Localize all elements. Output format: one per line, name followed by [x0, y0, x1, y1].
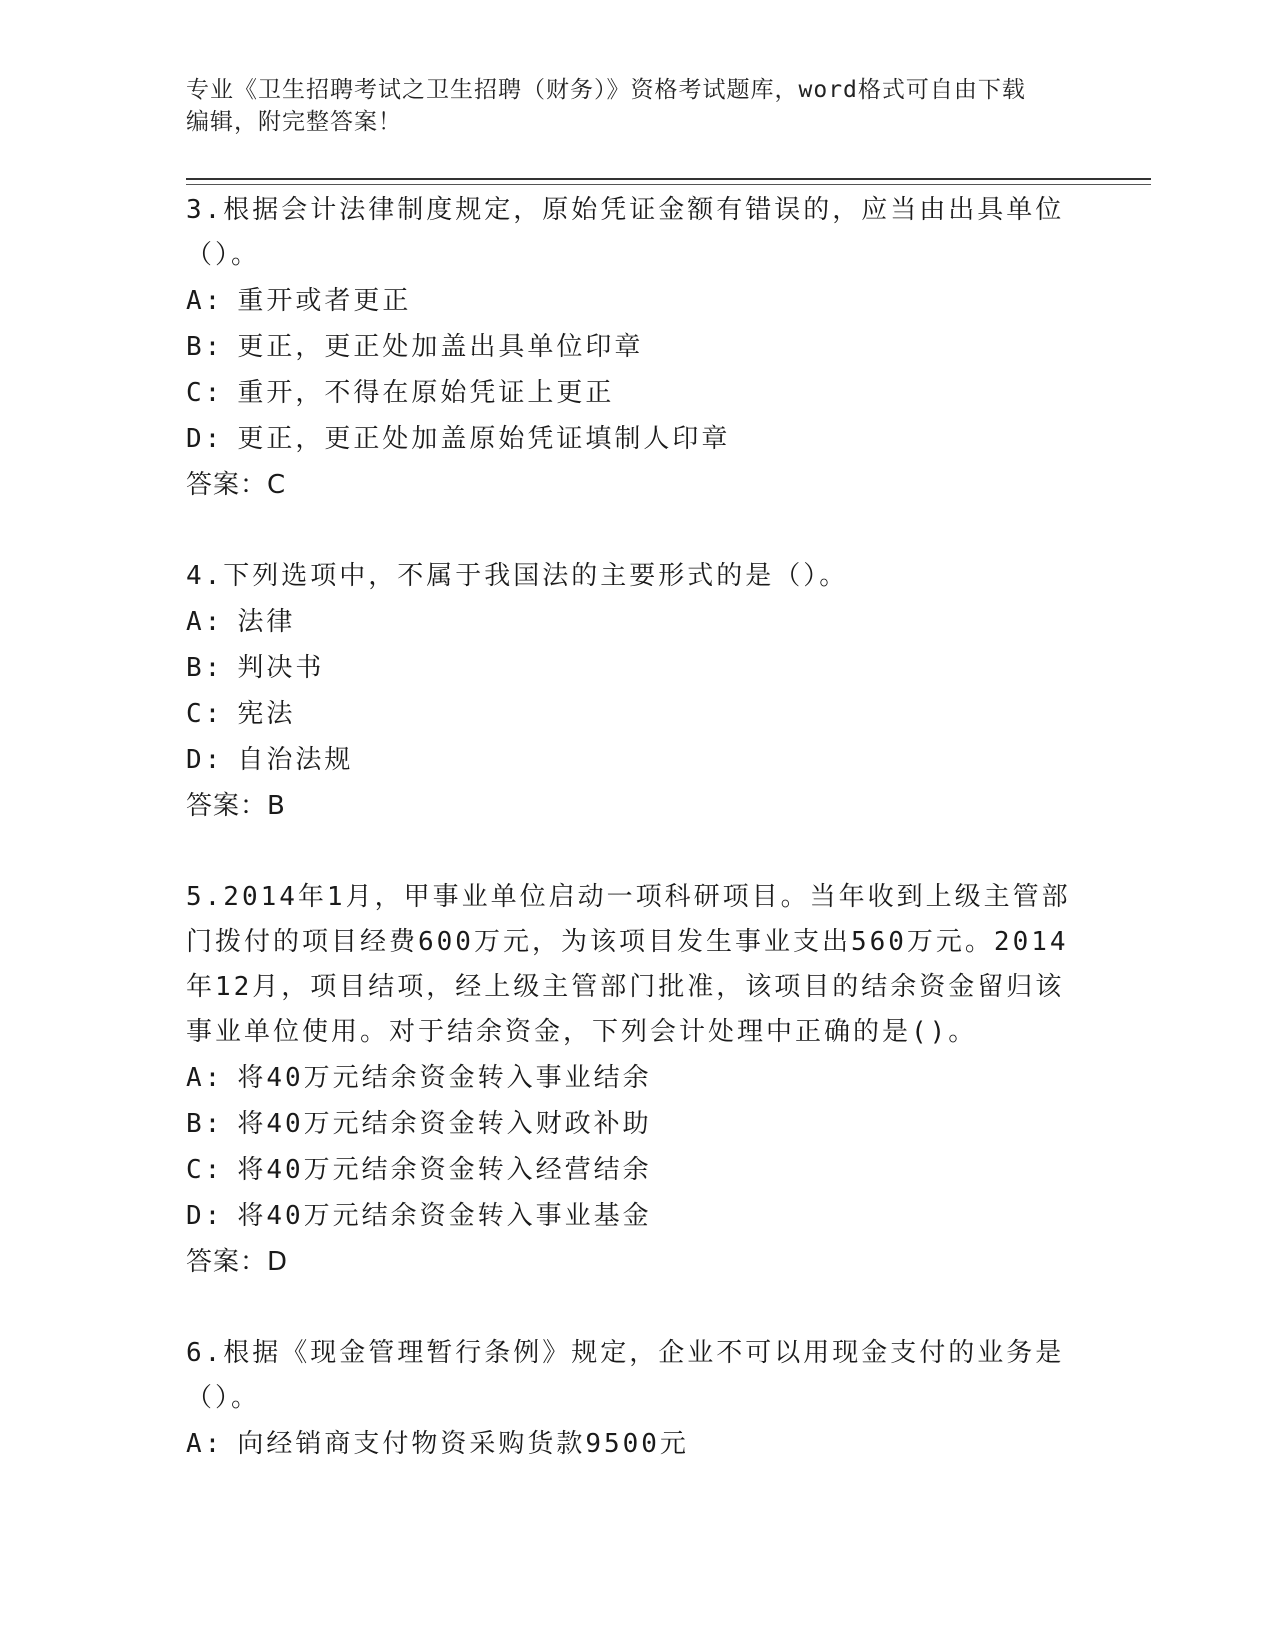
question-stem-line: （）。	[186, 240, 261, 270]
header-divider-thick	[186, 178, 1151, 180]
option-a	[186, 1055, 1086, 1101]
option-letter: C:	[186, 1155, 224, 1185]
option-text: 将40万元结余资金转入事业基金	[237, 1201, 652, 1231]
option-a	[186, 278, 1086, 324]
option-text: 更正，更正处加盖原始凭证填制人印章	[237, 424, 731, 454]
question-stem-line: 5.2014年1月，甲事业单位启动一项科研项目。当年收到上级主管部	[186, 882, 1071, 912]
option-text: 重开或者更正	[237, 286, 412, 316]
option-b	[186, 645, 1086, 691]
option-text: 更正，更正处加盖出具单位印章	[237, 332, 644, 362]
option-a	[186, 599, 1086, 645]
answer-line: 答案：C	[186, 470, 287, 500]
question-stem-line: 年12月，项目结项，经上级主管部门批准，该项目的结余资金留归该	[186, 972, 1065, 1002]
question-3	[186, 188, 1086, 508]
question-stem-line: 3.根据会计法律制度规定，原始凭证金额有错误的，应当由出具单位	[186, 195, 1065, 225]
option-c	[186, 1147, 1086, 1193]
option-text: 自治法规	[237, 745, 354, 775]
option-letter: D:	[186, 424, 224, 454]
option-letter: A:	[186, 1063, 224, 1093]
option-a	[186, 1421, 1086, 1467]
option-letter: C:	[186, 378, 224, 408]
option-letter: D:	[186, 745, 224, 775]
question-stem-line: 4.下列选项中，不属于我国法的主要形式的是（）。	[186, 561, 849, 591]
option-c	[186, 691, 1086, 737]
question-stem-line: （）。	[186, 1383, 261, 1413]
question-stem-line: 6.根据《现金管理暂行条例》规定，企业不可以用现金支付的业务是	[186, 1338, 1065, 1368]
option-d	[186, 737, 1086, 783]
option-letter: B:	[186, 1109, 224, 1139]
option-text: 向经销商支付物资采购货款9500元	[237, 1429, 689, 1459]
question-6	[186, 1331, 1086, 1467]
option-text: 将40万元结余资金转入经营结余	[237, 1155, 652, 1185]
header-line-2: 编辑，附完整答案！	[186, 109, 402, 135]
answer-line: 答案：B	[186, 791, 286, 821]
header-line-1: 专业《卫生招聘考试之卫生招聘（财务）》资格考试题库，word格式可自由下载	[186, 77, 1026, 103]
question-stem-line: 门拨付的项目经费600万元，为该项目发生事业支出560万元。2014	[186, 927, 1069, 957]
document-header	[186, 74, 1086, 138]
option-letter: B:	[186, 332, 224, 362]
header-divider-thin	[186, 184, 1151, 185]
option-letter: B:	[186, 653, 224, 683]
option-text: 将40万元结余资金转入事业结余	[237, 1063, 652, 1093]
option-letter: A:	[186, 607, 224, 637]
option-text: 宪法	[237, 699, 296, 729]
answer-line: 答案：D	[186, 1247, 289, 1277]
option-text: 将40万元结余资金转入财政补助	[237, 1109, 652, 1139]
question-stem-line: 事业单位使用。对于结余资金，下列会计处理中正确的是()。	[186, 1017, 978, 1047]
option-d	[186, 416, 1086, 462]
question-4	[186, 554, 1086, 829]
option-text: 法律	[237, 607, 296, 637]
option-letter: A:	[186, 286, 224, 316]
option-text: 判决书	[237, 653, 325, 683]
option-b	[186, 1101, 1086, 1147]
option-c	[186, 370, 1086, 416]
option-text: 重开，不得在原始凭证上更正	[237, 378, 615, 408]
option-letter: D:	[186, 1201, 224, 1231]
option-letter: A:	[186, 1429, 224, 1459]
option-b	[186, 324, 1086, 370]
option-letter: C:	[186, 699, 224, 729]
question-list	[186, 188, 1086, 1467]
option-d	[186, 1193, 1086, 1239]
question-5	[186, 875, 1086, 1285]
